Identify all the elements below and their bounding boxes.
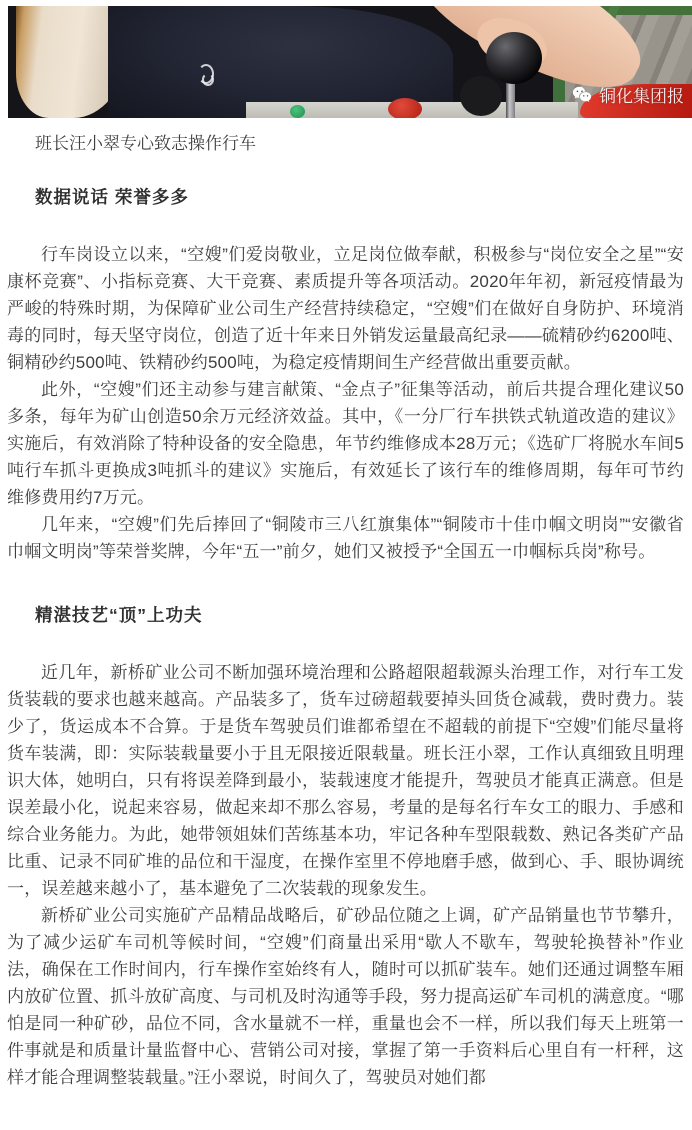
paragraph: 此外，“空嫂”们还主动参与建言献策、“金点子”征集等活动，前后共提合理化建议50多条，每年为矿山创造50余万元经济效益。其中，《一分厂行车拱铁式轨道改造的建议》实施后，有效消除了特种设备的安全隐患，年节约维修成本28万元；《选矿厂将脱水车间5吨行车抓斗更换成3吨抓斗的建议》实施后，有效延长了该行车的维修周期，每年可节约维修费用约7万元。 — [7, 380, 684, 507]
watermark-text: 铜化集团报 — [599, 87, 684, 106]
paragraph: 新桥矿业公司实施矿产品精品战略后，矿砂品位随之上调，矿产品销量也节节攀升，为了减少运矿车司机等候时间，“空嫂”们商量出采用“歇人不歇车，驾驶轮换替补”作业法，确保在工作时间内，行车操作室始终有人，随时可以抓矿装车。她们还通过调整车厢内放矿位置、抓斗放矿高度、与司机及时沟通等手段，努力提高运矿车司机的满意度。“哪怕是同一种矿砂，品位不同，含水量就不一样，重量也会不一样，所以我们每天上班第一件事就是和质量计量监督中心、营销公司对接，掌握了第一手资料后心里自有一杆秤，这样才能合理调整装载量。”汪小翠说，时间久了，驾驶员对她们都 — [7, 906, 684, 1087]
photo-green-button — [290, 105, 305, 118]
article-body — [0, 186, 692, 1091]
paragraph: 近几年，新桥矿业公司不断加强环境治理和公路超限超载源头治理工作，对行车工发货装载的要求也越来越高。产品装多了，货车过磅超载要掉头回货仓减载，费时费力。装少了，货运成本不合算。于是货车驾驶员们谁都希望在不超载的前提下“空嫂”们能尽量将货车装满，即：实际装载量要小于且无限接近限载量。班长汪小翠，工作认真细致且明理识大体，她明白，只有将误差降到最小，装载速度才能提升，驾驶员才能真正满意。但是误差最小化，说起来容易，做起来却不那么容易，考量的是每名行车女工的眼力、手感和综合业务能力。为此，她带领姐妹们苦练基本功，牢记各种车型限载数、熟记各类矿产品比重、记录不同矿堆的品位和干湿度，在操作室里不停地磨手感，做到心、手、眼协调统一，误差越来越小了，基本避免了二次装载的现象发生。 — [7, 663, 684, 898]
article-photo[interactable] — [8, 6, 692, 118]
paragraph: 几年来，“空嫂”们先后捧回了“铜陵市三八红旗集体”“铜陵市十佳巾帼文明岗”“安徽省巾帼文明岗”等荣誉奖牌，今年“五一”前夕，她们又被授予“全国五一巾帼标兵岗”称号。 — [7, 515, 684, 561]
photo-shirt-logo — [198, 64, 214, 84]
paragraph: 行车岗设立以来，“空嫂”们爱岗敬业，立足岗位做奉献，积极参与“岗位安全之星”“安康杯竞赛”、小指标竞赛、大干竞赛、素质提升等各项活动。2020年年初，新冠疫情最为严峻的特殊时期，为保障矿业公司生产经营持续稳定，“空嫂”们在做好自身防护、环境消毒的同时，每天坚守岗位，创造了近十年来日外销发运量最高纪录——硫精砂约6200吨、铜精砂约500吨、铁精砂约500吨，为稳定疫情期间生产经营做出重要贡献。 — [7, 245, 684, 372]
photo-red-button — [388, 98, 422, 118]
section-honors — [7, 186, 684, 565]
photo-lever-shaft — [506, 80, 515, 118]
photo-watermark — [571, 82, 684, 107]
wechat-icon — [571, 84, 593, 106]
photo-lever-knob — [486, 32, 542, 84]
section-heading: 精湛技艺“顶”上功夫 — [35, 605, 203, 625]
photo-lever-knob-secondary — [460, 76, 502, 116]
section-skills — [7, 604, 684, 1091]
photo-caption: 班长汪小翠专心致志操作行车 — [35, 134, 256, 153]
section-heading: 数据说话 荣誉多多 — [35, 187, 189, 207]
